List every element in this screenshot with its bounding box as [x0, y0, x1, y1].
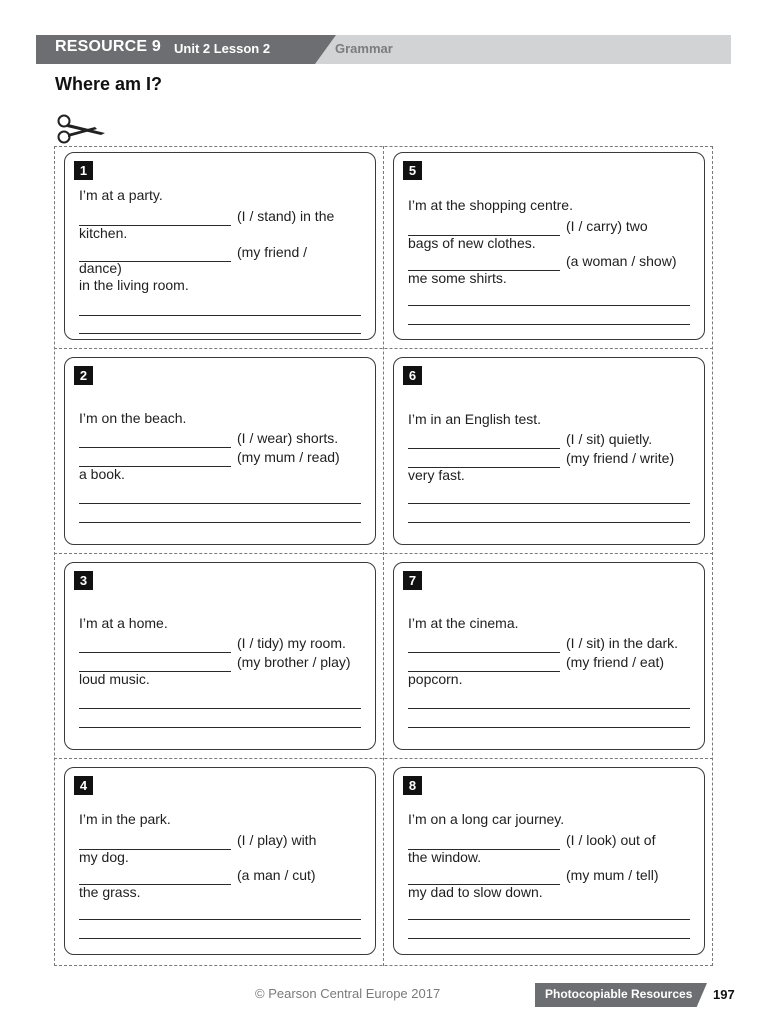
card-1 — [64, 152, 376, 340]
card-prompt: (I / carry) two — [566, 218, 648, 234]
card-2 — [64, 357, 376, 545]
card-text: a book. — [79, 466, 125, 482]
card-prompt: (I / wear) shorts. — [237, 430, 339, 446]
card-prompt: (my brother / play) — [237, 654, 351, 670]
card-text: kitchen. — [79, 225, 128, 241]
writing-line[interactable] — [79, 333, 361, 334]
page-title: Where am I? — [55, 74, 163, 94]
card-prompt: (I / play) with — [237, 832, 317, 848]
writing-line[interactable] — [79, 919, 361, 920]
card-number: 8 — [403, 776, 422, 795]
card-number: 1 — [74, 161, 93, 180]
card-text: popcorn. — [408, 671, 463, 687]
card-sentence: I’m in an English test. — [408, 411, 542, 427]
answer-blank[interactable] — [408, 652, 560, 653]
card-prompt: (a man / cut) — [237, 867, 316, 883]
card-sentence: I’m at the shopping centre. — [408, 197, 573, 213]
writing-line[interactable] — [408, 305, 690, 306]
writing-line[interactable] — [408, 727, 690, 728]
card-sentence: I’m in the park. — [79, 811, 171, 827]
writing-line[interactable] — [79, 315, 361, 316]
card-prompt: (my mum / tell) — [566, 867, 659, 883]
answer-blank[interactable] — [79, 652, 231, 653]
card-text: my dad to slow down. — [408, 884, 543, 900]
card-6 — [393, 357, 705, 545]
scissors-icon — [55, 113, 107, 145]
card-number: 2 — [74, 366, 93, 385]
card-text: my dog. — [79, 849, 129, 865]
card-sentence: I’m on a long car journey. — [408, 811, 565, 827]
cut-line-vertical — [383, 146, 384, 966]
footer-label: Photocopiable Resources — [545, 987, 693, 1001]
answer-blank[interactable] — [408, 448, 560, 449]
card-5 — [393, 152, 705, 340]
card-8 — [393, 767, 705, 955]
card-text: the window. — [408, 849, 482, 865]
card-number: 3 — [74, 571, 93, 590]
writing-line[interactable] — [408, 919, 690, 920]
card-prompt: (I / sit) in the dark. — [566, 635, 679, 651]
card-text: very fast. — [408, 467, 465, 483]
card-text: bags of new clothes. — [408, 235, 536, 251]
resource-label: RESOURCE 9 — [55, 38, 162, 55]
card-prompt: (a woman / show) — [566, 253, 677, 269]
writing-line[interactable] — [408, 522, 690, 523]
card-sentence: I’m at a party. — [79, 187, 163, 203]
page-number: 197 — [713, 987, 735, 1002]
card-4 — [64, 767, 376, 955]
card-text: in the living room. — [79, 277, 189, 293]
card-number: 6 — [403, 366, 422, 385]
card-prompt: (my mum / read) — [237, 449, 340, 465]
writing-line[interactable] — [79, 503, 361, 504]
card-sentence: I’m at the cinema. — [408, 615, 519, 631]
writing-line[interactable] — [408, 324, 690, 325]
card-prompt: (my friend / write) — [566, 450, 675, 466]
card-number: 5 — [403, 161, 422, 180]
card-number: 4 — [74, 776, 93, 795]
card-prompt: (my friend / — [237, 244, 308, 260]
card-prompt: (I / tidy) my room. — [237, 635, 346, 651]
card-7 — [393, 562, 705, 750]
answer-blank[interactable] — [79, 447, 231, 448]
card-prompt: (I / look) out of — [566, 832, 656, 848]
card-text: the grass. — [79, 884, 141, 900]
cut-line-horizontal — [54, 348, 713, 349]
writing-line[interactable] — [408, 938, 690, 939]
writing-line[interactable] — [79, 708, 361, 709]
writing-line[interactable] — [79, 727, 361, 728]
card-text: loud music. — [79, 671, 150, 687]
card-sentence: I’m at a home. — [79, 615, 168, 631]
card-prompt: (I / stand) in the — [237, 208, 335, 224]
writing-line[interactable] — [408, 708, 690, 709]
card-prompt: (my friend / eat) — [566, 654, 665, 670]
writing-line[interactable] — [79, 938, 361, 939]
card-text: dance) — [79, 260, 122, 276]
copyright-text: © Pearson Central Europe 2017 — [255, 986, 441, 1001]
cut-line-horizontal — [54, 758, 713, 759]
unit-lesson-label: Unit 2 Lesson 2 — [174, 41, 271, 56]
card-number: 7 — [403, 571, 422, 590]
card-prompt: (I / sit) quietly. — [566, 431, 653, 447]
cut-line-horizontal — [54, 553, 713, 554]
writing-line[interactable] — [408, 503, 690, 504]
topic-label: Grammar — [335, 41, 393, 56]
writing-line[interactable] — [79, 522, 361, 523]
card-sentence: I’m on the beach. — [79, 410, 187, 426]
card-3 — [64, 562, 376, 750]
card-text: me some shirts. — [408, 270, 507, 286]
